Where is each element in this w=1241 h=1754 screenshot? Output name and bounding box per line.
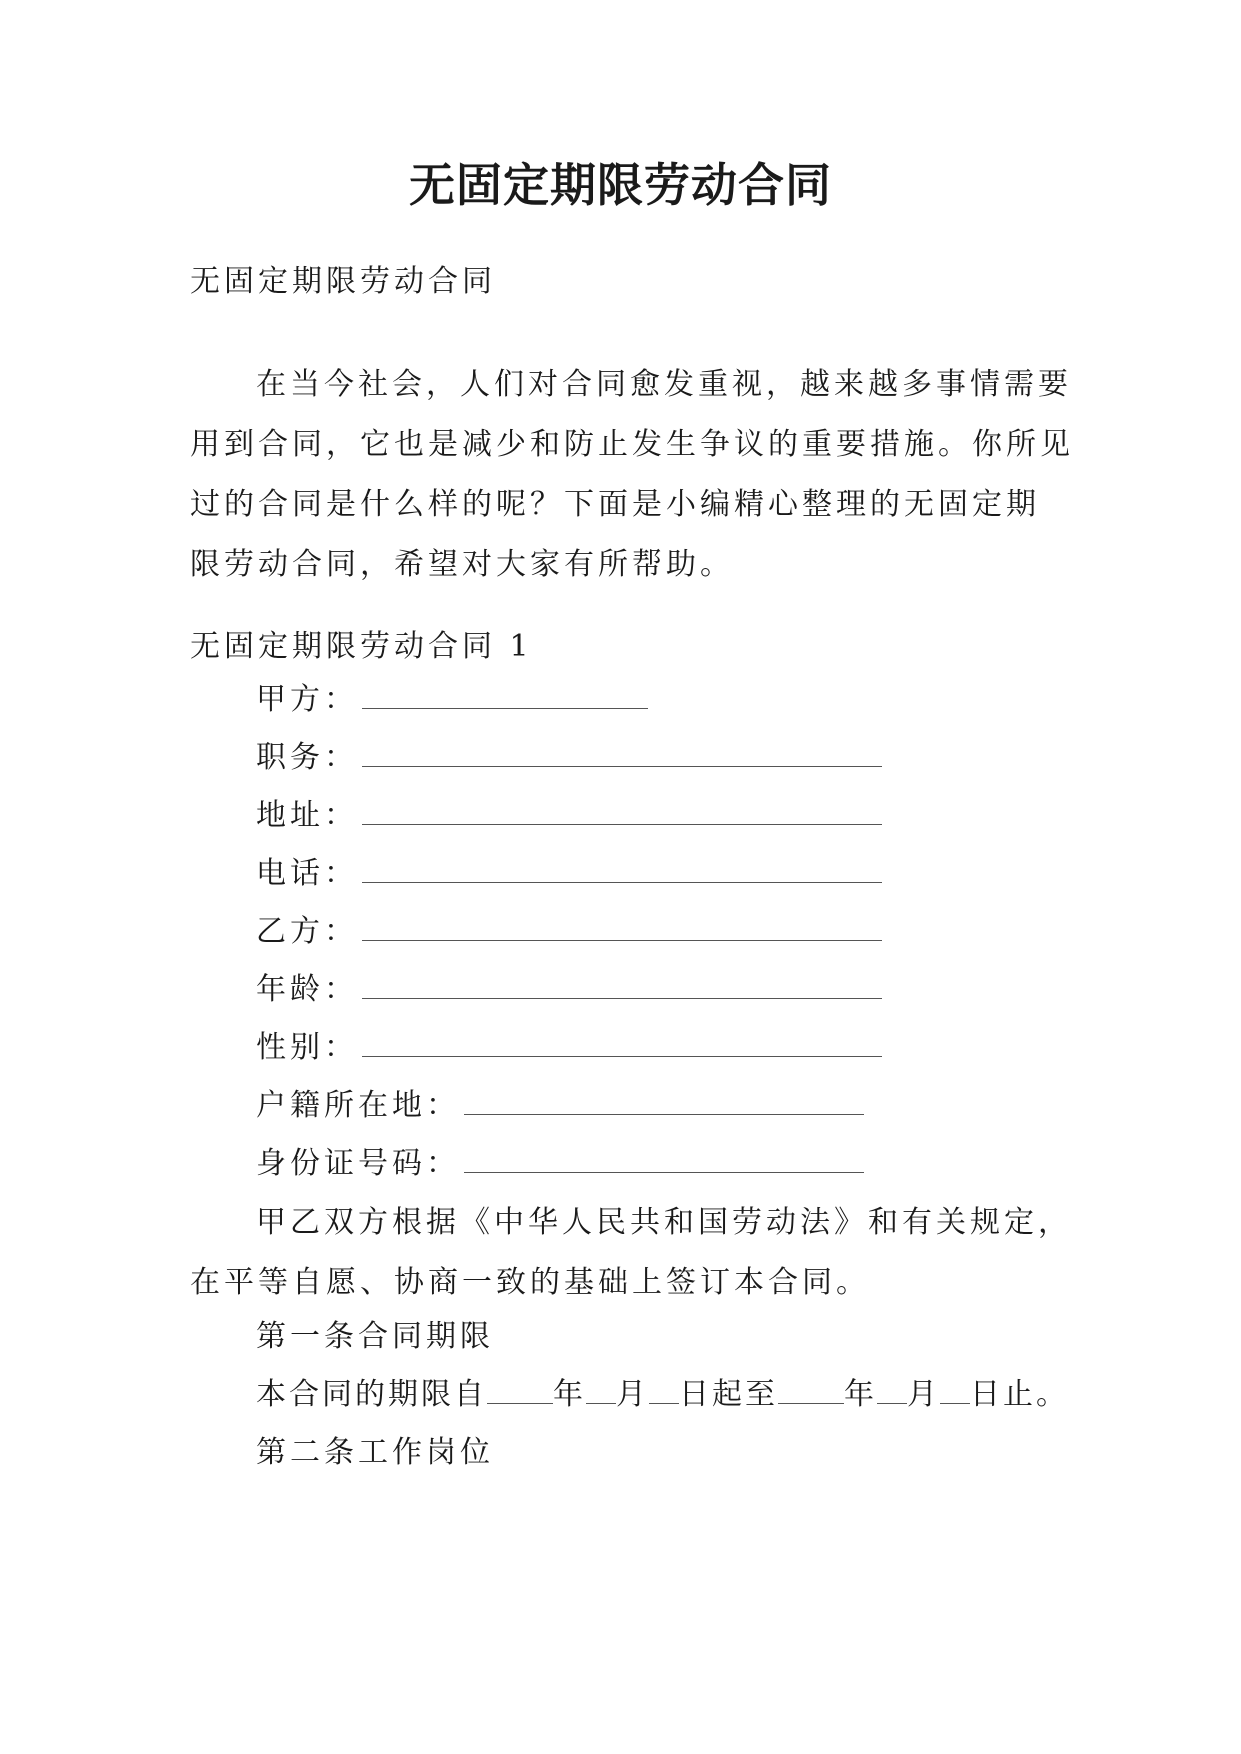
- field-household: [256, 1086, 864, 1126]
- gender-blank: [362, 1032, 882, 1057]
- basis-line-2: 在平等自愿、协商一致的基础上签订本合同。: [190, 1265, 870, 1300]
- term-year-1: 年: [553, 1377, 586, 1412]
- basis-line-1: 甲乙双方根据《中华人民共和国劳动法》和有关规定，: [256, 1205, 1072, 1240]
- end-year-blank: [778, 1379, 844, 1404]
- party-a-blank: [362, 684, 648, 709]
- age-blank: [362, 974, 882, 999]
- article1-term: [256, 1375, 1069, 1415]
- term-year-2: 年: [844, 1377, 877, 1412]
- intro-line-2: 用到合同，它也是减少和防止发生争议的重要措施。你所见: [190, 427, 1074, 462]
- start-day-blank: [649, 1379, 679, 1404]
- field-age-label: 年龄：: [256, 972, 358, 1007]
- field-party-a: [256, 680, 648, 720]
- article1-heading: 第一条合同期限: [256, 1319, 494, 1354]
- start-month-blank: [586, 1379, 616, 1404]
- household-blank: [464, 1090, 864, 1115]
- term-month-1: 月: [616, 1377, 649, 1412]
- address-blank: [362, 800, 882, 825]
- end-month-blank: [877, 1379, 907, 1404]
- field-id-number: [256, 1144, 864, 1184]
- field-gender: [256, 1028, 882, 1068]
- end-day-blank: [940, 1379, 970, 1404]
- field-gender-label: 性别：: [256, 1030, 358, 1065]
- intro-line-3: 过的合同是什么样的呢？下面是小编精心整理的无固定期: [190, 487, 1040, 522]
- field-party-a-label: 甲方：: [256, 682, 358, 717]
- term-month-2: 月: [907, 1377, 940, 1412]
- field-position-label: 职务：: [256, 740, 358, 775]
- id-number-blank: [464, 1148, 864, 1173]
- term-prefix: 本合同的期限自: [256, 1377, 487, 1412]
- field-phone: [256, 854, 882, 894]
- field-household-label: 户籍所在地：: [256, 1088, 460, 1123]
- party-b-blank: [362, 916, 882, 941]
- intro-line-4: 限劳动合同，希望对大家有所帮助。: [190, 547, 734, 582]
- phone-blank: [362, 858, 882, 883]
- article2-heading: 第二条工作岗位: [256, 1435, 494, 1470]
- term-day-to: 日止。: [970, 1377, 1069, 1412]
- field-address: [256, 796, 882, 836]
- basis-paragraph: [190, 1193, 1072, 1313]
- field-id-number-label: 身份证号码：: [256, 1146, 460, 1181]
- start-year-blank: [487, 1379, 553, 1404]
- field-phone-label: 电话：: [256, 856, 358, 891]
- document-title: 无固定期限劳动合同: [409, 158, 832, 212]
- document-subtitle: 无固定期限劳动合同: [190, 264, 496, 299]
- field-address-label: 地址：: [256, 798, 358, 833]
- intro-line-1: 在当今社会，人们对合同愈发重视，越来越多事情需要: [256, 367, 1072, 402]
- section-heading: 无固定期限劳动合同 1: [190, 629, 533, 664]
- position-blank: [362, 742, 882, 767]
- field-party-b: [256, 912, 882, 952]
- field-party-b-label: 乙方：: [256, 914, 358, 949]
- term-day-from: 日起至: [679, 1377, 778, 1412]
- field-position: [256, 738, 882, 778]
- field-age: [256, 970, 882, 1010]
- intro-paragraph: [190, 355, 1074, 595]
